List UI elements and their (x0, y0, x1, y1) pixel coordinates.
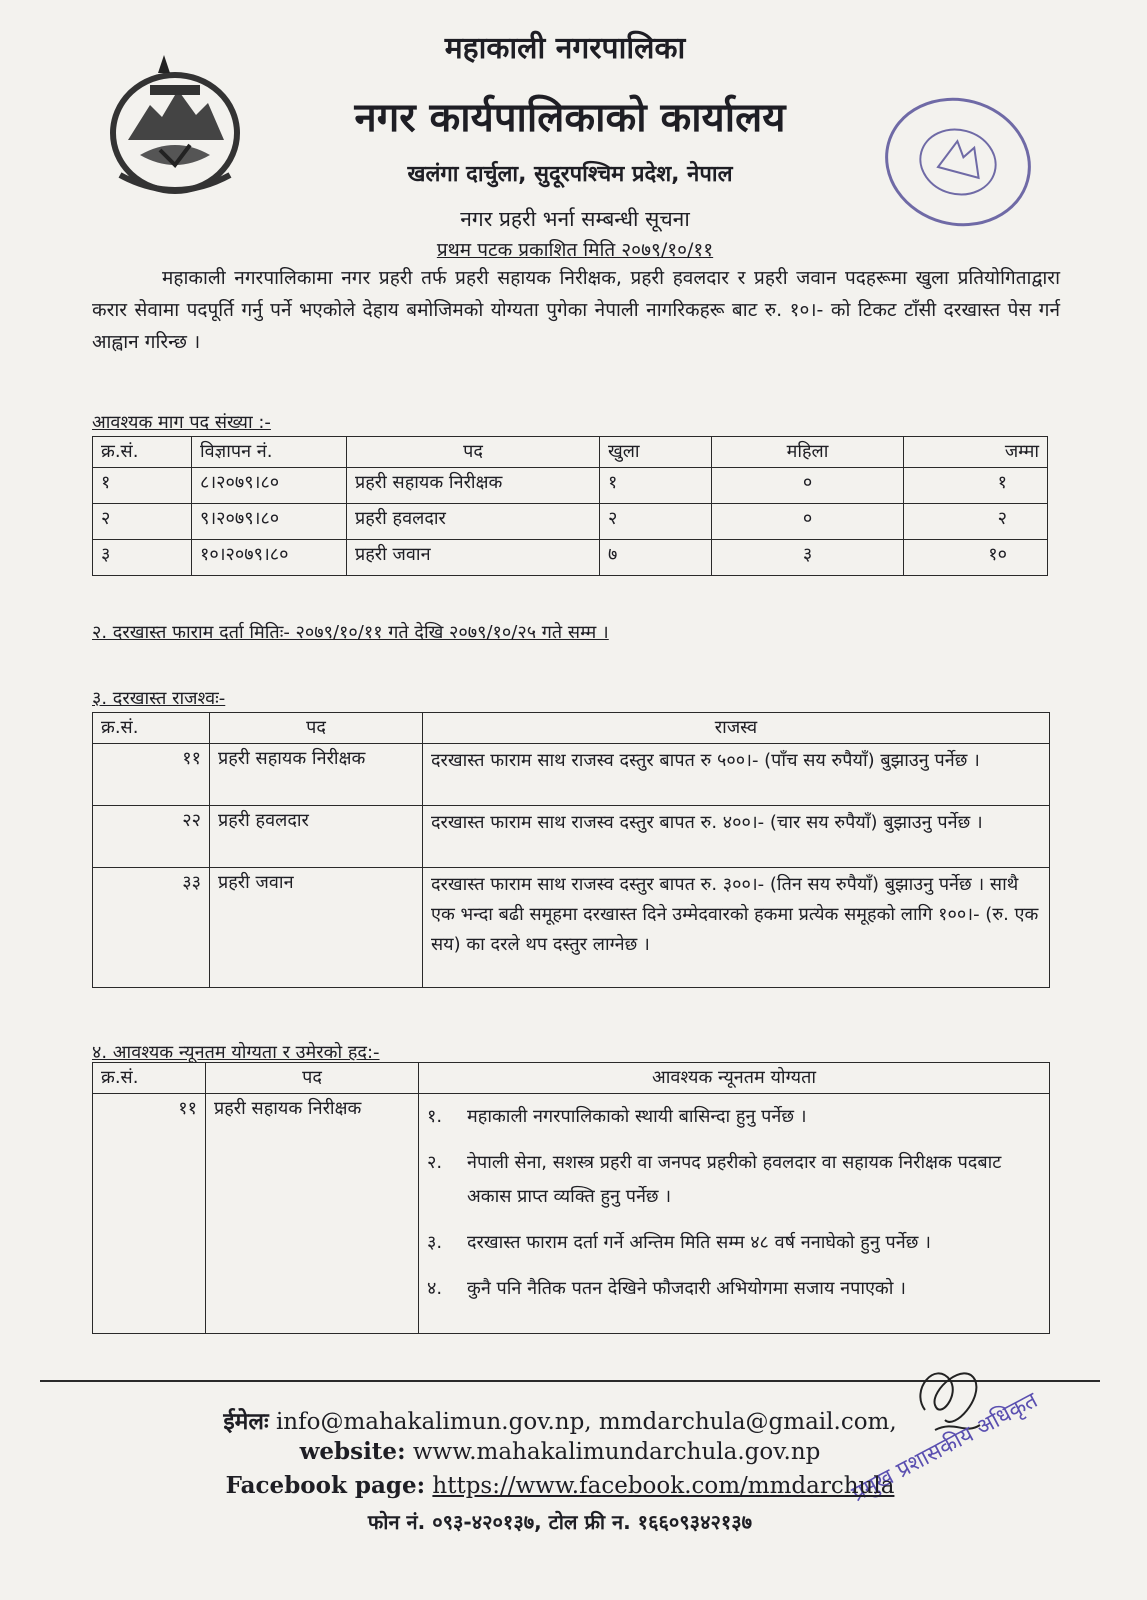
list-item: १. महाकाली नगरपालिकाको स्थायी बासिन्दा हुनु पर्नेछ । (427, 1106, 807, 1127)
notice-title: नगर प्रहरी भर्ना सम्बन्धी सूचना (460, 207, 690, 231)
cell-ad-no: १०।२०७९।८० (192, 540, 347, 576)
col-post: पद (210, 713, 423, 744)
cell-fee: दरखास्त फाराम साथ राजस्व दस्तुर बापत रु ५००।- (पाँच सय रुपैयाँ) बुझाउनु पर्नेछ । (423, 744, 1050, 806)
municipality-name: महाकाली नगरपालिका (444, 31, 686, 66)
col-fee: राजस्व (423, 713, 1050, 744)
table-header-row (93, 713, 1050, 744)
office-address: खलंगा दार्चुला, सुदूरपश्चिम प्रदेश, नेपाल (407, 162, 733, 187)
cell-open: ७ (600, 540, 712, 576)
table-row (93, 540, 1048, 576)
col-female: महिला (712, 437, 904, 468)
cell-sn: ११ (93, 1094, 206, 1334)
cell-post: प्रहरी सहायक निरीक्षक (347, 468, 600, 504)
col-open: खुला (600, 437, 712, 468)
table-row (93, 504, 1048, 540)
cell-sn: २ (93, 504, 192, 540)
col-post: पद (206, 1063, 419, 1094)
cell-open: १ (600, 468, 712, 504)
cell-total: १० (904, 540, 1048, 576)
cell-female: ३ (712, 540, 904, 576)
col-qualification: आवश्यक न्यूनतम योग्यता (419, 1063, 1050, 1094)
office-seal-icon (870, 82, 1045, 242)
col-sn: क्र.सं. (93, 1063, 206, 1094)
footer-email: ईमेलः info@mahakalimun.gov.np, mmdarchula@gmail.com, (223, 1408, 897, 1435)
cell-post: प्रहरी सहायक निरीक्षक (206, 1094, 419, 1334)
cell-post: प्रहरी हवलदार (347, 504, 600, 540)
cell-sn: १ (93, 468, 192, 504)
table-row (93, 806, 1050, 868)
nepal-emblem-icon (100, 45, 250, 205)
qualification-list (427, 1100, 1041, 1306)
table-header-row (93, 437, 1048, 468)
table-row (93, 1094, 1050, 1334)
cell-open: २ (600, 504, 712, 540)
cell-female: ० (712, 504, 904, 540)
published-date: प्रथम पटक प्रकाशित मिति २०७९/१०/११ (436, 239, 714, 261)
table-row (93, 468, 1048, 504)
cell-sn: २२ (93, 806, 210, 868)
footer-website: website: www.mahakalimundarchula.gov.np (299, 1438, 821, 1465)
section1-title: आवश्यक माग पद संख्या :- (92, 412, 271, 433)
cell-ad-no: ९।२०७९।८० (192, 504, 347, 540)
intro-paragraph: महाकाली नगरपालिकामा नगर प्रहरी तर्फ प्रहरी सहायक निरीक्षक, प्रहरी हवलदार र प्रहरी जवान पदहरूमा खुला प्रतियोगिताद्वारा करार सेवामा पदपूर्ति गर्नु पर्ने भएकोले देहाय बमोजिमको योग्यता पुगेका नेपाली नागरिकहरू बाट रु. १०।- को टिकट टाँसी दरखास्त पेस गर्न आह्वान गरिन्छ । (92, 267, 1060, 353)
cell-post: प्रहरी हवलदार (210, 806, 423, 868)
cell-fee: दरखास्त फाराम साथ राजस्व दस्तुर बापत रु. ३००।- (तिन सय रुपैयाँ) बुझाउनु पर्नेछ । साथै एक भन्दा बढी समूहमा दरखास्त दिने उम्मेदवारको हकमा प्रत्येक समूहको लागि १००।- (रु. एक सय) का दरले थप दस्तुर लाग्नेछ । (423, 868, 1050, 988)
cell-qualifications (419, 1094, 1050, 1334)
list-item: २. नेपाली सेना, सशस्त्र प्रहरी वा जनपद प्रहरीको हवलदार वा सहायक निरीक्षक पदबाट अकास प्राप्त व्यक्ति हुनु पर्नेछ । (427, 1152, 1002, 1207)
section4-title: ४. आवश्यक न्यूनतम योग्यता र उमेरको हद:- (92, 1042, 380, 1063)
section3-title: ३. दरखास्त राजश्वः- (92, 688, 226, 709)
cell-post: प्रहरी सहायक निरीक्षक (210, 744, 423, 806)
cell-post: प्रहरी जवान (347, 540, 600, 576)
cell-sn: ३ (93, 540, 192, 576)
footer-facebook: Facebook page: https://www.facebook.com/mmdarchula (225, 1472, 895, 1499)
col-sn: क्र.सं. (93, 713, 210, 744)
cell-ad-no: ८।२०७९।८० (192, 468, 347, 504)
cell-female: ० (712, 468, 904, 504)
email-link[interactable]: info@mahakalimun.gov.np, mmdarchula@gmail.com, (275, 1409, 897, 1435)
office-name: नगर कार्यपालिकाको कार्यालय (354, 95, 786, 141)
col-total: जम्मा (904, 437, 1048, 468)
cell-total: २ (904, 504, 1048, 540)
footer-phone: फोन नं. ०९३-४२०१३७, टोल फ्री न. १६६०९३४२१३७ (367, 1510, 753, 1534)
cell-sn: ३३ (93, 868, 210, 988)
officer-stamp: प्रमुख प्रशासकीय अधिकृत (847, 1388, 1042, 1508)
facebook-link[interactable]: https://www.facebook.com/mmdarchula (432, 1473, 895, 1499)
cell-sn: ११ (93, 744, 210, 806)
col-ad-no: विज्ञापन नं. (192, 437, 347, 468)
col-post: पद (347, 437, 600, 468)
cell-total: १ (904, 468, 1048, 504)
table-row (93, 868, 1050, 988)
col-sn: क्र.सं. (93, 437, 192, 468)
website-link[interactable]: www.mahakalimundarchula.gov.np (412, 1439, 821, 1465)
cell-post: प्रहरी जवान (210, 868, 423, 988)
table-header-row (93, 1063, 1050, 1094)
cell-fee: दरखास्त फाराम साथ राजस्व दस्तुर बापत रु. ४००।- (चार सय रुपैयाँ) बुझाउनु पर्नेछ । (423, 806, 1050, 868)
fee-table (92, 712, 1050, 988)
qualification-table (92, 1062, 1050, 1334)
vacancy-table (92, 436, 1048, 576)
list-item: ३. दरखास्त फाराम दर्ता गर्ने अन्तिम मिति सम्म ४८ वर्ष ननाघेको हुनु पर्नेछ । (427, 1232, 931, 1253)
table-row (93, 744, 1050, 806)
section2-application-dates: २. दरखास्त फाराम दर्ता मितिः- २०७९/१०/११ गते देखि २०७९/१०/२५ गते सम्म । (92, 622, 609, 643)
list-item: ४. कुनै पनि नैतिक पतन देखिने फौजदारी अभियोगमा सजाय नपाएको । (427, 1278, 906, 1299)
